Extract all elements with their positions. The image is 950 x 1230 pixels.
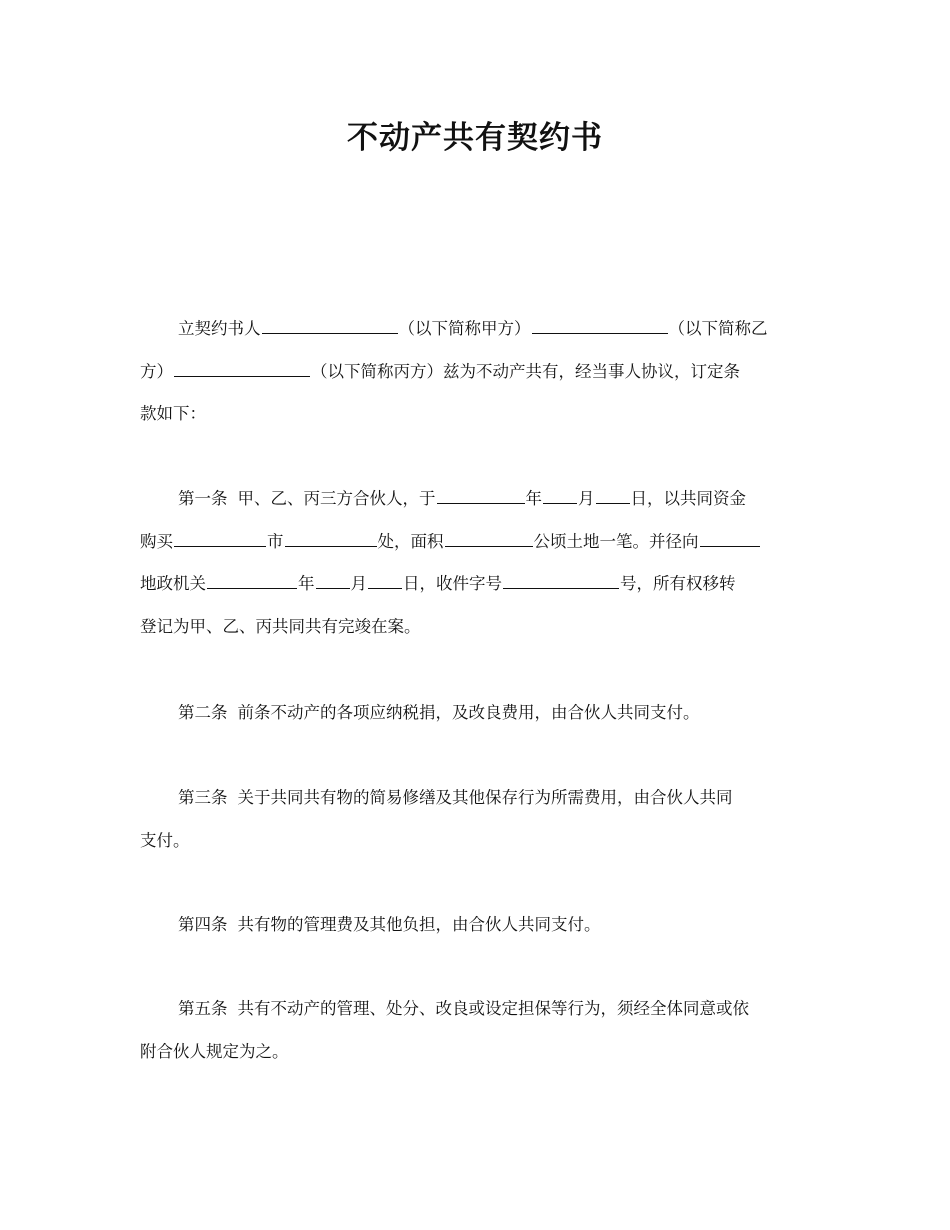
article-number: 第四条	[178, 915, 228, 934]
article-2	[140, 692, 810, 735]
article-2-line-1	[140, 692, 810, 735]
article-1	[140, 478, 810, 648]
article-text: 关于共同共有物的简易修缮及其他保存行为所需费用，由合伙人共同	[237, 788, 733, 807]
article-5	[140, 988, 810, 1073]
location-blank	[285, 528, 377, 546]
receipt-number-blank	[503, 571, 619, 589]
article-text: 共有物的管理费及其他负担，由合伙人共同支付。	[237, 915, 601, 934]
article-1-line-1	[140, 478, 810, 521]
preamble-line-2	[140, 351, 810, 394]
purchase-day-blank	[596, 486, 630, 504]
article-text: 购买	[140, 531, 173, 551]
land-office-blank	[700, 528, 760, 546]
article-text: 共有不动产的管理、处分、改良或设定担保等行为，须经全体同意或依	[237, 999, 749, 1018]
preamble-text: 方）	[140, 361, 173, 381]
article-number: 第五条	[178, 999, 228, 1018]
article-number: 第三条	[178, 788, 228, 807]
article-text: 月	[578, 489, 595, 508]
registration-month-blank	[316, 571, 350, 589]
party-b-blank	[532, 316, 668, 334]
party-c-blank	[174, 358, 310, 376]
registration-year-blank	[207, 571, 297, 589]
preamble-text: （以下简称丙方）兹为不动产共有，经当事人协议，订定条	[311, 361, 740, 381]
preamble-line-1	[140, 308, 810, 351]
article-text: 市	[267, 531, 284, 551]
registration-day-blank	[368, 571, 402, 589]
article-text: 日，以共同资金	[630, 489, 746, 508]
article-4	[140, 904, 810, 947]
article-4-line-1	[140, 904, 810, 947]
preamble-line-3: 款如下：	[140, 404, 206, 423]
city-blank	[174, 528, 266, 546]
article-text: 前条不动产的各项应纳税捐，及改良费用，由合伙人共同支付。	[237, 703, 700, 722]
article-3-line-2: 支付。	[140, 830, 190, 850]
article-text: 号，所有权移转	[620, 574, 736, 593]
purchase-year-blank	[437, 486, 525, 504]
article-text: 月	[350, 574, 367, 593]
preamble-text: 立契约书人	[178, 319, 261, 338]
article-1-line-4: 登记为甲、乙、丙共同共有完竣在案。	[140, 616, 421, 636]
document-title: 不动产共有契约书	[347, 120, 603, 156]
article-text: 日，收件字号	[403, 574, 502, 593]
preamble-text: （以下简称甲方）	[398, 319, 531, 338]
article-3-line-1	[140, 777, 810, 820]
party-a-blank	[262, 316, 398, 334]
article-5-line-2: 附合伙人规定为之。	[140, 1041, 289, 1061]
article-number: 第二条	[178, 703, 228, 722]
article-text: 地政机关	[140, 574, 206, 593]
purchase-month-blank	[543, 486, 577, 504]
article-number: 第一条	[178, 489, 228, 508]
article-1-line-2	[140, 521, 810, 564]
area-blank	[445, 528, 533, 546]
article-5-line-1	[140, 988, 810, 1031]
article-text: 甲、乙、丙三方合伙人，于	[237, 489, 436, 508]
preamble-text: （以下简称乙	[668, 319, 768, 338]
article-3	[140, 777, 810, 862]
article-text: 公顷土地一笔。并径向	[533, 531, 699, 551]
article-1-line-3	[140, 563, 810, 606]
article-text: 年	[525, 489, 542, 508]
article-text: 年	[298, 574, 315, 593]
preamble	[140, 308, 810, 436]
article-text: 处，面积	[377, 531, 444, 551]
